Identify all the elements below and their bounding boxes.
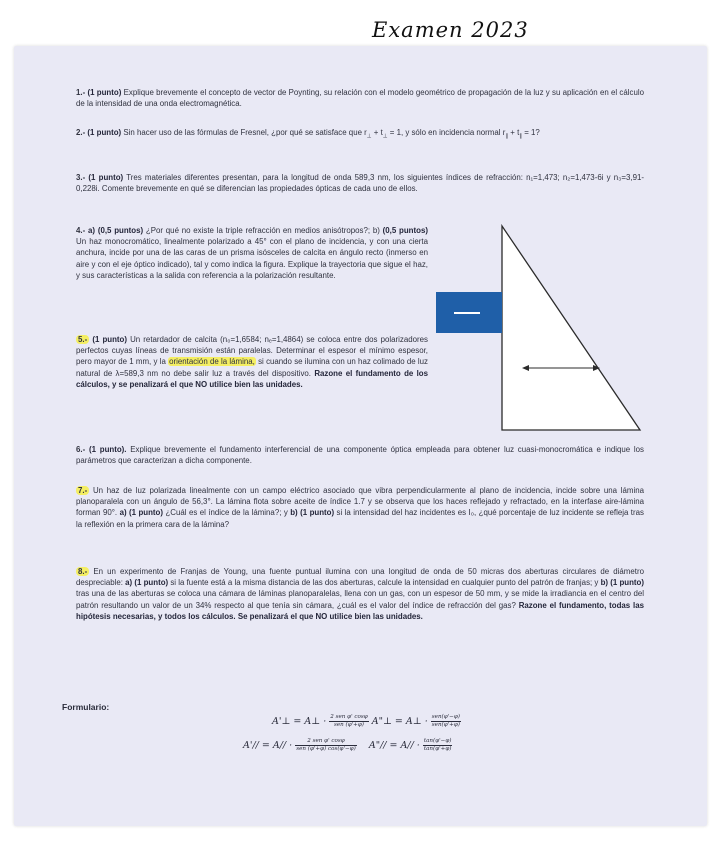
question-number: 2.- — [76, 128, 86, 137]
question-points: (1 punto) — [87, 128, 122, 137]
part-label: b) (1 punto) — [600, 578, 644, 588]
question-number: 4.- — [76, 226, 86, 235]
question-points: (1 punto) — [88, 173, 124, 182]
formula-lhs: A'// = A// · — [243, 740, 293, 751]
question-text: En un experimento de Franjas de Young, una fuente puntual ilumina con una longitud de onda de 50 micras dos aberturas circulares de diámetro despreciable: — [76, 567, 644, 588]
part-label: b) (1 punto) — [290, 508, 335, 518]
question-bold-text: Razone el fundamento de los cálculos, y se penalizará el que NO utilice bien las unidades. — [76, 368, 428, 389]
question-points: (1 punto) — [87, 88, 122, 97]
question-text: Explique brevemente el fundamento interferencial de una componente óptica empleada para obtener luz cuasi-monocromática e indique los parámetros que caracterizan a dicha componente. — [76, 445, 644, 466]
highlighted-text: orientación de la lámina, — [169, 357, 255, 367]
question-number: 7.- — [78, 486, 88, 495]
question-text: si la intensidad del haz incidentes es I₀, ¿qué porcentaje de luz incidente se refleja tras la reflexión en la primera cara de la lámina? — [76, 508, 644, 529]
formulario-title: Formulario: — [62, 702, 110, 712]
formula-fraction: 2 sen φ' cosφ sen (φ'+φ) cos(φ'−φ) — [296, 738, 356, 752]
question-text: ¿Por qué no existe la triple refracción en medios anisótropos?; b) — [145, 226, 380, 235]
question-3 — [76, 172, 644, 194]
question-number: 6.- — [76, 445, 86, 454]
question-1 — [76, 87, 644, 109]
question-points: (0,5 puntos) — [382, 226, 428, 235]
part-label: a) — [88, 226, 96, 235]
question-bold-text: Razone el fundamento, todas las hipótesis necesarias, y todos los cálculos. Se penalizará el que NO utilice bien las unidades. — [76, 600, 644, 621]
question-text: Un haz de luz polarizada linealmente con un campo eléctrico asociado que vibra perpendicularmente al plano de incidencia, incide sobre una lámina planoparalela con un ángulo de 56,3°. La lámina flota sobre aceite de índice 1.7 y se observa que los haces reflejado y refractado, en la interfase aire-lámina forman 90°. — [76, 486, 644, 518]
question-text: tras una de las aberturas se coloca una cámara de láminas planoparalelas, llena con un gas, con un espesor de 50 mm, y se mide la irradiancia en el centro del patrón resultando un valor de un 34% respecto al que tenía sin cámara, ¿cuál es el valor del índice de refracción del gas? — [76, 589, 644, 610]
formula-row-1 — [272, 714, 461, 729]
part-label: a) (1 punto) — [125, 578, 169, 588]
question-points: (1 punto) — [92, 335, 127, 344]
question-4 — [76, 225, 428, 281]
formula-fraction: $\frac{\tan(\varphi'-\varphi)}{\tan(\varphi'+\varphi)}$ — [423, 738, 452, 752]
question-text: = 1? — [524, 128, 540, 137]
question-text: Sin hacer uso de las fórmulas de Fresnel, ¿por qué se satisface que r — [123, 128, 367, 137]
question-2: 2.- (1 punto) Sin hacer uso de las fórmulas de Fresnel, ¿por qué se satisface que $r_\perp + t_\perp = 1$, y sólo en incidencia normal $r_\parallel + t_\parallel = 1$? — [76, 128, 540, 140]
prism-figure — [422, 222, 652, 447]
part-label: a) (1 punto) — [119, 508, 164, 518]
handwritten-title: Examen 2023 — [372, 18, 529, 42]
question-6 — [76, 444, 644, 466]
question-text: Un haz monocromático, linealmente polarizado a 45° con el plano de incidencia, y con una cierta anchura, incide por una de las caras de un prisma isósceles de calcita en ángulo recto (inmerso en aire y con el eje óptico indicado), tal y como indica la figura. Explique la trayectoria que sigue el haz, y sus características a la salida con referencia a la polarización resultante. — [76, 237, 428, 280]
question-number: 1.- — [76, 88, 86, 97]
question-points: (0,5 puntos) — [97, 226, 144, 235]
formula-lhs: A'⊥ = A⊥ · — [272, 716, 327, 727]
question-text: si cuando se ilumina con un haz colimado de luz natural de λ=589,3 nm no debe salir luz a través del dispositivo. — [76, 357, 428, 378]
formula-fraction: 2 sen φ' cosφ sen (φ'+φ) — [330, 714, 368, 728]
question-5 — [76, 334, 428, 390]
formula-row-2 — [243, 738, 452, 753]
question-points: (1 punto). — [88, 445, 127, 454]
formula-lhs: A"⊥ = A⊥ · — [371, 716, 428, 727]
question-number: 5.- — [78, 335, 88, 344]
formula-fraction: sen(φ'−φ) sen(φ'+φ) — [431, 714, 460, 728]
question-text: Explique brevemente el concepto de vector de Poynting, su relación con el modelo geométrico de propagación de la luz y su aplicación en el cálculo de la intensidad de una onda electromagnética. — [76, 88, 644, 109]
question-7 — [76, 485, 644, 530]
formula-lhs: A"// = A// · — [368, 740, 420, 751]
question-number: 8.- — [78, 567, 88, 576]
question-number: 3.- — [76, 173, 86, 182]
question-text: ¿Cuál es el índice de la lámina?; y — [165, 508, 288, 518]
question-text: Un retardador de calcita (n₀=1,6584; nₑ=1,4864) se coloca entre dos polarizadores perfectos cuyas líneas de transmisión están paralelas. Determinar el espesor el mínimo espesor, pero mayor de 1 mm, y la — [76, 335, 428, 367]
question-text: y sólo en incidencia normal r — [405, 128, 506, 137]
question-text: si la fuente está a la misma distancia de las dos aberturas, calcule la intensidad en cualquier punto del patrón de franjas; y — [170, 578, 599, 588]
question-text: Tres materiales diferentes presentan, para la longitud de onda 589,3 nm, los siguientes índices de refracción: n₁=1,473; n₂=1,473-6i y n₃=3,91-0,228i. Comente brevemente en qué se diferencian las propiedades ópticas de cada uno de ellos. — [76, 173, 644, 194]
question-8 — [76, 566, 644, 622]
prism-triangle — [502, 226, 640, 430]
